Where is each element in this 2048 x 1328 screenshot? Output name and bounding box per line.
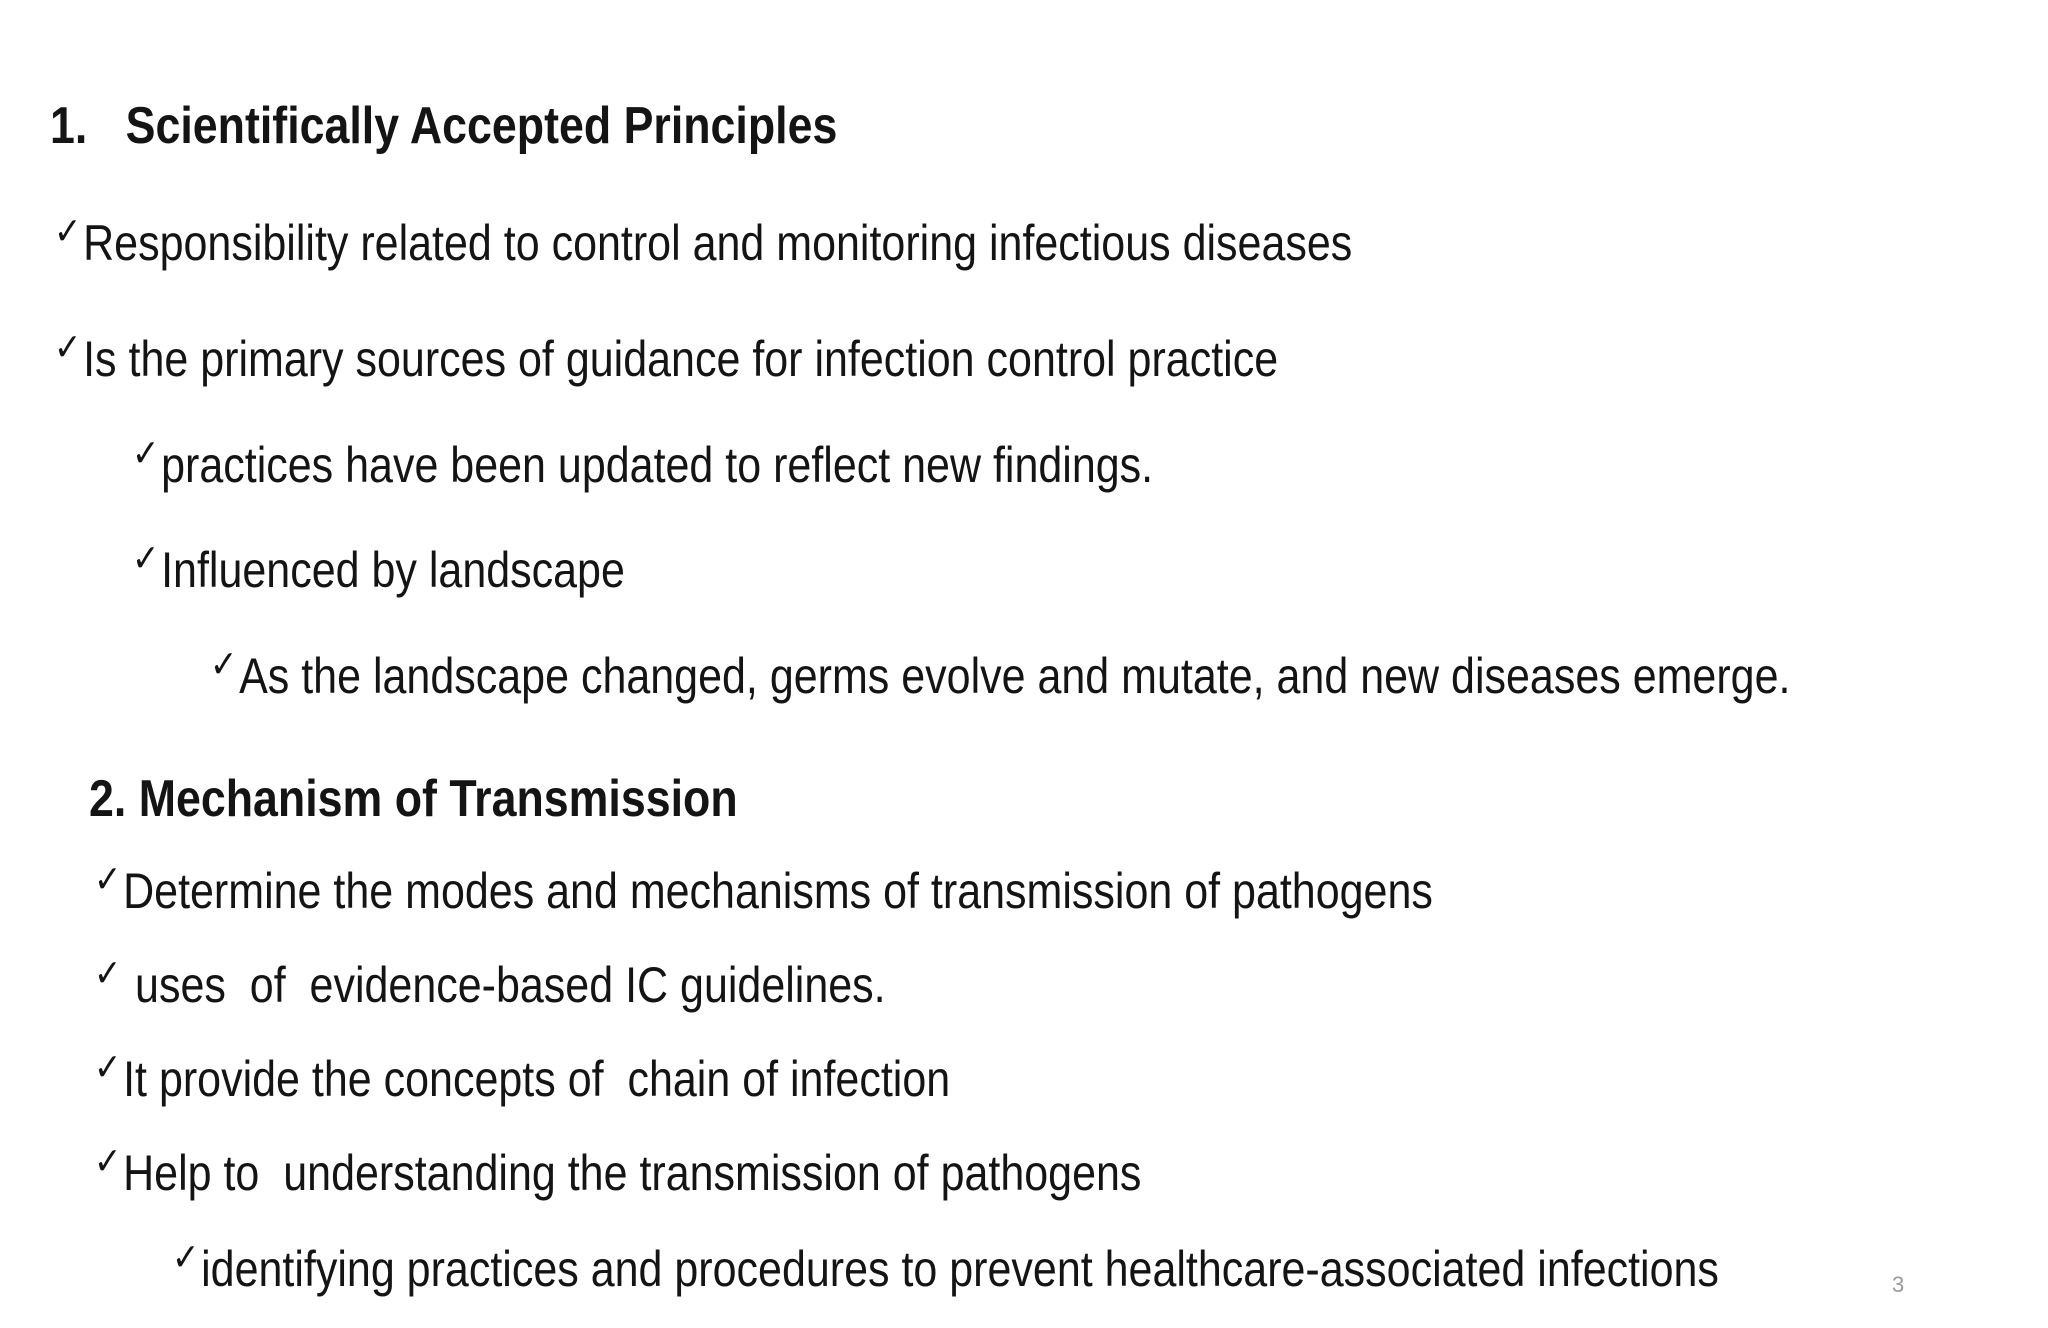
checkmark-icon: ✓ <box>132 536 160 580</box>
list-item <box>94 951 886 1013</box>
list-item <box>94 1045 951 1107</box>
checkmark-icon: ✓ <box>54 209 82 253</box>
list-item <box>94 857 1433 919</box>
list-item-text: It provide the concepts of chain of infection <box>123 1051 951 1107</box>
list-item-text: As the landscape changed, germs evolve and mutate, and new diseases emerge. <box>239 648 1791 704</box>
list-item <box>210 642 1791 704</box>
checkmark-icon: ✓ <box>94 951 122 995</box>
section-1-heading <box>50 97 838 155</box>
list-item <box>54 209 1353 271</box>
list-item-text: identifying practices and procedures to prevent healthcare-associated infections <box>201 1241 1719 1297</box>
section-2-heading <box>89 770 738 828</box>
section-1-number: 1. <box>50 97 88 155</box>
list-item <box>132 536 625 598</box>
list-item-text: Determine the modes and mechanisms of transmission of pathogens <box>123 863 1433 919</box>
checkmark-icon: ✓ <box>210 642 238 686</box>
checkmark-icon: ✓ <box>132 431 160 475</box>
list-item-text: Help to understanding the transmission of pathogens <box>123 1145 1142 1201</box>
list-item <box>172 1235 1719 1297</box>
section-1-title: Scientifically Accepted Principles <box>125 97 838 155</box>
checkmark-icon: ✓ <box>94 1139 122 1183</box>
list-item-text: practices have been updated to reflect new findings. <box>161 437 1154 493</box>
list-item-text: Responsibility related to control and monitoring infectious diseases <box>83 215 1353 271</box>
page-number: 3 <box>1892 1272 1905 1297</box>
checkmark-icon: ✓ <box>54 325 82 369</box>
list-item <box>54 325 1279 387</box>
list-item-text: uses of evidence-based IC guidelines. <box>123 957 886 1013</box>
list-item-text: Is the primary sources of guidance for infection control practice <box>83 331 1279 387</box>
checkmark-icon: ✓ <box>94 1045 122 1089</box>
list-item <box>94 1139 1142 1201</box>
checkmark-icon: ✓ <box>172 1235 200 1279</box>
list-item-text: Influenced by landscape <box>161 542 625 598</box>
section-2-title: 2. Mechanism of Transmission <box>89 770 738 828</box>
checkmark-icon: ✓ <box>94 857 122 901</box>
list-item <box>132 431 1154 493</box>
